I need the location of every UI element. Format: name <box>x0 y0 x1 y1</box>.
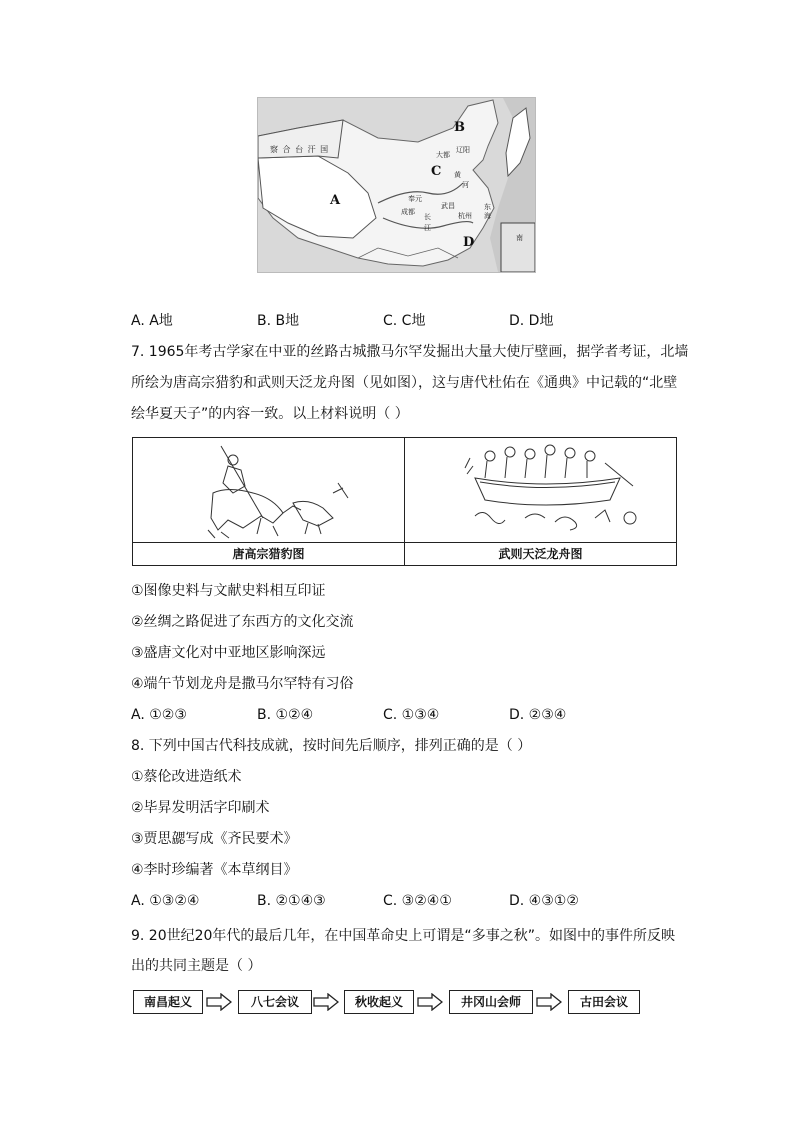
map-river: 江 <box>424 224 431 232</box>
q7-option-d: D. ②③④ <box>509 707 567 723</box>
q7-option-b: B. ①②④ <box>257 707 314 723</box>
q8-statement-2: ②毕昇发明活字印刷术 <box>131 800 270 816</box>
map-region-chagatai: 察 合 台 汗 国 <box>270 145 330 154</box>
map-sea: 海 <box>484 212 491 220</box>
flow-step-3: 秋收起义 <box>344 990 414 1014</box>
q7-stem-line1: 7. 1965年考古学家在中亚的丝路古城撒马尔罕发掘出大量大使厅壁画，据学者考证，北墙 <box>131 344 689 360</box>
q9-stem-line1: 9. 20世纪20年代的最后几年，在中国革命史上可谓是“多事之秋”。如图中的事件所反映 <box>131 928 675 944</box>
q7-figure-right-caption: 武则天泛龙舟图 <box>405 542 676 565</box>
flow-arrow-icon <box>417 993 443 1011</box>
q9-stem-line2: 出的共同主题是（ ） <box>131 958 262 974</box>
q7-figure-left-caption: 唐高宗猎豹图 <box>133 542 404 565</box>
flow-step-5: 古田会议 <box>568 990 640 1014</box>
q7-statement-3: ③盛唐文化对中亚地区影响深远 <box>131 645 326 661</box>
q6-option-a: A. A地 <box>131 313 173 329</box>
q7-option-c: C. ①③④ <box>383 707 440 723</box>
map-city: 大都 <box>436 151 450 159</box>
map-label-d: D <box>463 235 475 250</box>
flow-arrow-icon <box>536 993 562 1011</box>
map-city: 奉元 <box>408 195 422 203</box>
q7-statement-2: ②丝绸之路促进了东西方的文化交流 <box>131 614 354 630</box>
map-figure <box>257 97 536 273</box>
q8-option-b: B. ②①④③ <box>257 893 326 909</box>
map-river: 长 <box>424 213 431 221</box>
flow-step-1: 南昌起义 <box>133 990 203 1014</box>
flow-step-2: 八七会议 <box>238 990 312 1014</box>
q8-option-a: A. ①③②④ <box>131 893 200 909</box>
flow-step-4: 井冈山会师 <box>449 990 533 1014</box>
q8-option-c: C. ③②④① <box>383 893 452 909</box>
q8-stem: 8. 下列中国古代科技成就，按时间先后顺序，排列正确的是（ ） <box>131 738 532 754</box>
q8-statement-3: ③贾思勰写成《齐民要术》 <box>131 831 298 847</box>
map-city: 成都 <box>401 208 415 216</box>
flow-arrow-icon <box>206 993 232 1011</box>
q7-stem-line3: 绘华夏天子”的内容一致。以上材料说明（ ） <box>131 406 409 422</box>
q8-statement-1: ①蔡伦改进造纸术 <box>131 769 242 785</box>
q6-option-d: D. D地 <box>509 313 554 329</box>
map-label-a: A <box>330 193 341 208</box>
q6-option-b: B. B地 <box>257 313 300 329</box>
map-city: 武昌 <box>441 202 455 210</box>
q6-option-c: C. C地 <box>383 313 426 329</box>
q7-figure-right <box>405 438 676 565</box>
map-city: 杭州 <box>458 212 472 220</box>
q7-figure-table <box>132 437 677 566</box>
map-label-c: C <box>431 164 442 179</box>
q7-option-a: A. ①②③ <box>131 707 187 723</box>
q7-statement-4: ④端午节划龙舟是撒马尔罕特有习俗 <box>131 676 354 692</box>
hunting-illustration <box>133 438 404 542</box>
q7-statement-1: ①图像史料与文献史料相互印证 <box>131 583 326 599</box>
map-river: 河 <box>462 181 469 189</box>
flow-arrow-icon <box>313 993 339 1011</box>
q8-statement-4: ④李时珍编著《本草纲目》 <box>131 862 298 878</box>
map-sea: 东 <box>484 203 491 211</box>
map-river: 黄 <box>454 171 461 179</box>
dragon-boat-illustration <box>405 438 676 542</box>
q7-figure-left <box>133 438 405 565</box>
map-drawing <box>258 98 535 272</box>
map-sea: 南 <box>516 234 523 242</box>
map-city: 辽阳 <box>456 146 470 154</box>
map-label-b: B <box>454 120 465 135</box>
q7-stem-line2: 所绘为唐高宗猎豹和武则天泛龙舟图（见如图），这与唐代杜佑在《通典》中记载的“北壁 <box>131 375 678 391</box>
q8-option-d: D. ④③①② <box>509 893 579 909</box>
